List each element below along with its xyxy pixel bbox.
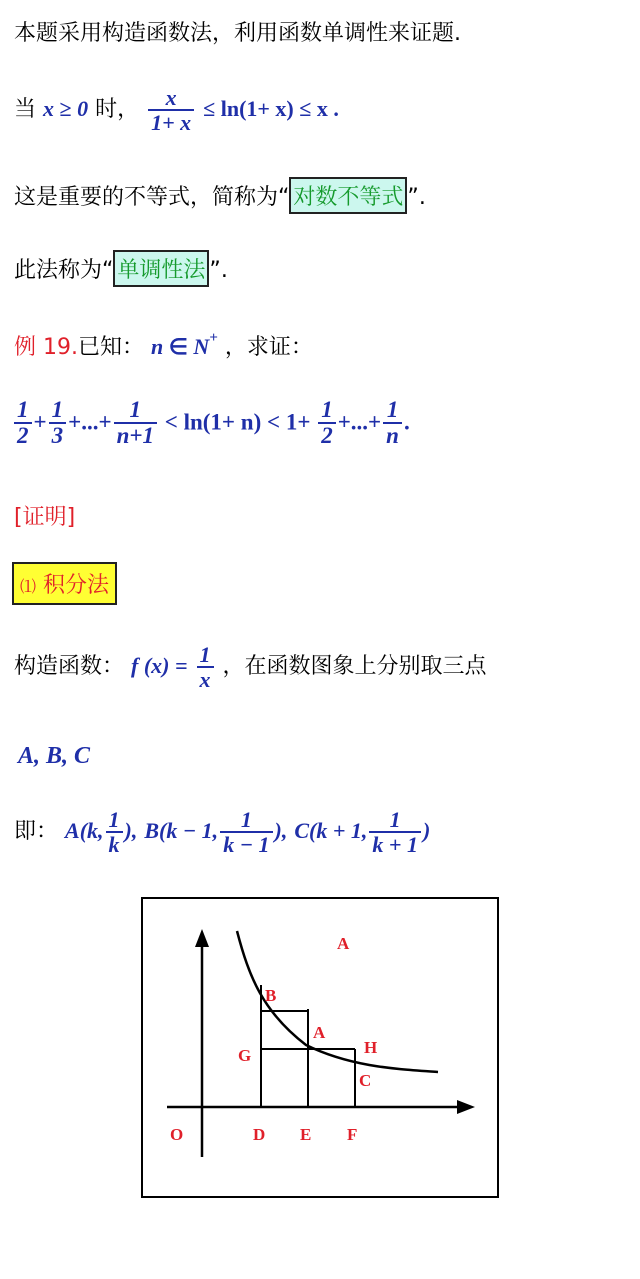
construct-function-line: 构造函数： f (x) = $\frac{1}{x}$ ，在函数图象上分别取三点 [14,642,487,693]
label-F: F [347,1125,358,1144]
condition-zero: 0 [77,96,89,122]
condition-prefix: 当 [14,97,37,123]
condition-var: x [43,96,55,122]
log-inequality-box: 对数不等式 [289,177,407,214]
inequality-condition-line [14,86,339,134]
important-inequality-line: 这是重要的不等式，简称为“ 对数不等式 ”. [14,177,426,214]
label-C: C [359,1071,372,1090]
label-A-top: A [337,934,350,953]
label-H: H [364,1038,378,1057]
point-coordinates-line: 即： A(k, $\frac{1}{k}$ ), B(k − 1, $\frac{1}{k - 1}$ ), C(k + 1, $\frac{1}{k + 1}$ ) [14,807,431,858]
log-inequality-rest: ≤ ln(1+ x) ≤ x . [203,96,339,122]
label-O: O [170,1125,184,1144]
figure-frame [142,898,498,1197]
function-definition: f (x) = [131,653,188,679]
example-19-line: 例 19.已知： n ∈ N+ ，求证： [14,330,313,360]
method-number: ⑴ [20,577,37,596]
fraction-x-over-1px: $\frac{x}{1+ x}$ [148,86,194,134]
integral-method-box [12,562,117,605]
label-D: D [253,1125,266,1144]
method-name-line: 此法称为“ 单调性法 ”. [14,250,228,287]
points-abc: A, B, C [18,743,91,769]
label-B: B [265,986,277,1005]
monotonicity-method-box: 单调性法 [113,250,209,287]
intro-text: 本题采用构造函数法，利用函数单调性来证题. [14,21,461,46]
label-G: G [238,1046,252,1065]
proof-label: [证明] [14,505,76,530]
method-name: 积分法 [43,573,110,598]
label-A: A [313,1023,326,1042]
example-label: 例 19. [14,335,78,360]
integral-method-figure [141,897,500,1199]
condition-suffix: 时， [88,97,140,123]
label-E: E [300,1125,312,1144]
target-inequality: $\frac{1}{2}$ + $\frac{1}{3}$ +...+ $\frac{1}{n+1}$ < ln(1+ n) < 1+ $\frac{1}{2}$ +...+ $\frac{1}{n}$ . [12,398,410,448]
condition-op: ≥ [54,96,78,122]
